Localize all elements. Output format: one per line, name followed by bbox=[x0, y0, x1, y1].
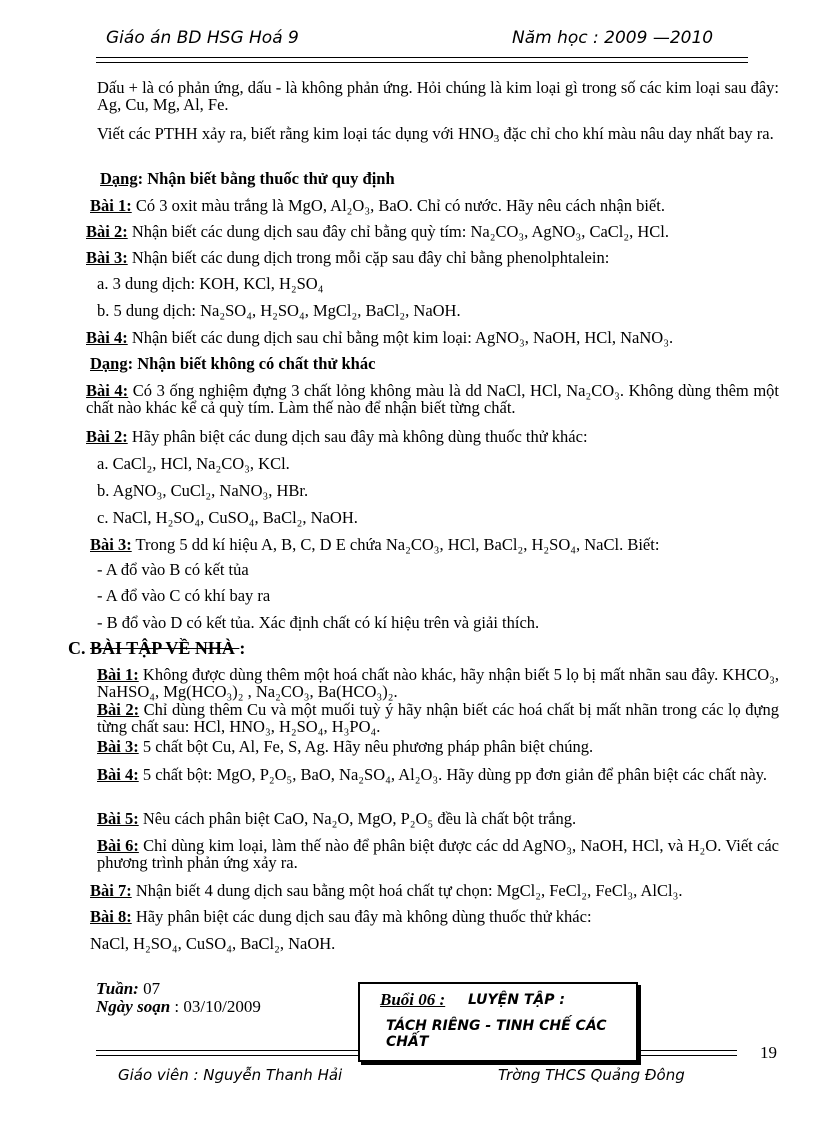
section-c-heading bbox=[68, 638, 245, 659]
intro-note-end: đặc chỉ cho khí màu nâu day nhất bay ra. bbox=[499, 124, 774, 143]
header-divider bbox=[96, 57, 748, 63]
exercise-2-part-a: a. CaCl₂, HCl, Na₂CO₃, KCl. bbox=[97, 454, 290, 473]
exercise-text: Nêu cách phân biệt CaO, Na₂O, MgO, P₂O₅ đều là chất bột trắng. bbox=[142, 809, 577, 828]
exercise-text: Hãy phân biệt các dung dịch sau đây mà không dùng thuốc thử khác: bbox=[131, 427, 588, 446]
exercise-text: Nhận biết 4 dung dịch sau bằng một hoá chất tự chọn: MgCl₂, FeCl₂, FeCl₃, AlCl₃. bbox=[135, 881, 683, 900]
exercise-3-part-b: b. 5 dung dịch: Na₂SO₄, H₂SO₄, MgCl₂, BaCl₂, NaOH. bbox=[97, 301, 461, 320]
exercise-label: Bài 1: bbox=[90, 196, 132, 215]
dang-label: Dạng bbox=[100, 169, 138, 188]
exercise-2 bbox=[86, 223, 669, 240]
homework-2 bbox=[97, 701, 779, 735]
exercise-text: Không được dùng thêm một hoá chất nào khác, hãy nhận biết 5 lọ bị mất nhãn sau đây. KHCO₃, NaHSO₄, Mg(HCO₃)₂ , Na₂CO₃, Ba(HCO₃)₂. bbox=[97, 665, 780, 701]
exercise-text: Nhận biết các dung dịch sau đây chỉ bằng quỳ tím: Na₂CO₃, AgNO₃, CaCl₂, HCl. bbox=[131, 222, 670, 241]
homework-7 bbox=[90, 882, 682, 899]
homework-6 bbox=[97, 837, 779, 871]
dang-title: : Nhận biết không có chất thử khác bbox=[127, 354, 376, 373]
exercise-label: Bài 1: bbox=[97, 665, 139, 684]
section-c-prefix: C. bbox=[68, 638, 90, 658]
exercise-2-part-c: c. NaCl, H₂SO₄, CuSO₄, BaCl₂, NaOH. bbox=[97, 508, 358, 527]
exercise-label: Bài 4: bbox=[86, 328, 128, 347]
homework-1 bbox=[97, 666, 779, 700]
section-c-title: BÀI TẬP VỀ NHÀ bbox=[90, 638, 240, 658]
week-label: Tuần: bbox=[96, 979, 139, 998]
exercise-4 bbox=[86, 329, 673, 346]
session-title: LUYỆN TẬP : bbox=[468, 992, 565, 1008]
exercise-label: Bài 2: bbox=[86, 222, 128, 241]
footer-divider-left bbox=[96, 1050, 358, 1056]
page-number: 19 bbox=[760, 1043, 777, 1062]
exercise-label: Bài 2: bbox=[86, 427, 128, 446]
dang-label: Dạng bbox=[90, 354, 128, 373]
date-line bbox=[96, 997, 261, 1017]
exercise-1 bbox=[90, 197, 665, 214]
exercise-label: Bài 2: bbox=[97, 700, 140, 719]
exercise-text: Chỉ dùng thêm Cu và một muối tuỳ ý hãy nhận biết các hoá chất bị mất nhãn trong các lọ đựng từng chất sau: HCl, HNO₃, H₂SO₄, H₃PO₄. bbox=[97, 700, 779, 736]
exercise-3-part-a: a. 3 dung dịch: KOH, KCl, H₂SO₄ bbox=[97, 274, 324, 293]
exercise-text: Chỉ dùng kim loại, làm thế nào để phân biệt được các dd AgNO₃, NaOH, HCl, và H₂O. Viết các phương trình phản ứng xảy ra. bbox=[97, 836, 779, 872]
homework-3 bbox=[97, 738, 593, 755]
section-heading-dang-2 bbox=[90, 355, 375, 372]
exercise-label: Bài 6: bbox=[97, 836, 139, 855]
exercise-3-clue-3: - B đổ vào D có kết tủa. Xác định chất có kí hiệu trên và giải thích. bbox=[97, 613, 540, 632]
exercise-2-b bbox=[86, 428, 588, 445]
footer-teacher: Giáo viên : Nguyễn Thanh Hải bbox=[118, 1066, 343, 1084]
session-subtitle: TÁCH RIÊNG - TINH CHẾ CÁC CHẤT bbox=[386, 1018, 607, 1050]
exercise-text: Trong 5 dd kí hiệu A, B, C, D E chứa Na₂CO₃, HCl, BaCl₂, H₂SO₄, NaCl. Biết: bbox=[135, 535, 660, 554]
section-c-suffix: : bbox=[239, 638, 246, 658]
homework-8-list: NaCl, H₂SO₄, CuSO₄, BaCl₂, NaOH. bbox=[90, 934, 336, 953]
exercise-label: Bài 8: bbox=[90, 907, 132, 926]
week-value: 07 bbox=[138, 979, 161, 998]
exercise-text: Có 3 oxit màu trắng là MgO, Al₂O₃, BaO. Chỉ có nước. Hãy nêu cách nhận biết. bbox=[135, 196, 665, 215]
exercise-label: Bài 3: bbox=[90, 535, 132, 554]
exercise-text: Hãy phân biệt các dung dịch sau đây mà không dùng thuốc thử khác: bbox=[135, 907, 592, 926]
intro-paragraph: Dấu + là có phản ứng, dấu - là không phản ứng. Hỏi chúng là kim loại gì trong số các kim loại sau đây: Ag, Cu, Mg, Al, Fe. bbox=[97, 78, 779, 114]
homework-8 bbox=[90, 908, 592, 925]
date-value: : 03/10/2009 bbox=[170, 997, 261, 1016]
session-label: Buổi 06 : bbox=[380, 990, 446, 1009]
exercise-label: Bài 7: bbox=[90, 881, 132, 900]
header-title: Giáo án BD HSG Hoá 9 bbox=[106, 28, 299, 48]
exercise-text: 5 chất bột: MgO, P₂O₅, BaO, Na₂SO₄, Al₂O₃. Hãy dùng pp đơn giản để phân biệt các chất này. bbox=[142, 765, 767, 784]
header-school-year: Năm học : 2009 —2010 bbox=[512, 28, 714, 48]
exercise-3-b bbox=[90, 536, 659, 553]
exercise-3-clue-2: - A đổ vào C có khí bay ra bbox=[97, 586, 271, 605]
dang-title: : Nhận biết bằng thuốc thử quy định bbox=[137, 169, 395, 188]
footer-school: Trờng THCS Quảng Đông bbox=[498, 1066, 685, 1084]
homework-5 bbox=[97, 810, 576, 827]
exercise-4-b bbox=[86, 382, 779, 416]
exercise-text: Nhận biết các dung dịch sau chỉ bằng một kim loại: AgNO₃, NaOH, HCl, NaNO₃. bbox=[131, 328, 674, 347]
exercise-3 bbox=[86, 249, 609, 266]
exercise-label: Bài 5: bbox=[97, 809, 139, 828]
exercise-3-clue-1: - A đổ vào B có kết tủa bbox=[97, 560, 249, 579]
exercise-label: Bài 4: bbox=[86, 381, 129, 400]
exercise-label: Bài 3: bbox=[86, 248, 128, 267]
homework-4 bbox=[97, 766, 779, 783]
footer-divider-right bbox=[637, 1050, 737, 1056]
exercise-text: Nhận biết các dung dịch trong mỗi cặp sau đây chỉ bằng phenolphtalein: bbox=[131, 248, 610, 267]
week-line bbox=[96, 979, 160, 999]
exercise-text: Có 3 ống nghiệm đựng 3 chất lỏng không màu là dd NaCl, HCl, Na₂CO₃. Không dùng thêm một chất nào khác kể cả quỳ tím. Làm thế nào để nhận biết từng chất. bbox=[86, 381, 779, 417]
exercise-label: Bài 3: bbox=[97, 737, 139, 756]
session-box bbox=[358, 982, 638, 1062]
intro-note-start: Viết các PTHH xảy ra, biết rằng kim loại tác dụng với HNO bbox=[97, 124, 494, 143]
exercise-label: Bài 4: bbox=[97, 765, 139, 784]
exercise-2-part-b: b. AgNO₃, CuCl₂, NaNO₃, HBr. bbox=[97, 481, 309, 500]
date-label: Ngày soạn bbox=[96, 997, 171, 1016]
section-heading-dang-1 bbox=[100, 170, 395, 187]
exercise-text: 5 chất bột Cu, Al, Fe, S, Ag. Hãy nêu phương pháp phân biệt chúng. bbox=[142, 737, 594, 756]
intro-equation-note: Viết các PTHH xảy ra, biết rằng kim loại tác dụng với $HNO_3$ đặc chỉ cho khí màu nâu day nhất bay ra. bbox=[97, 124, 774, 145]
